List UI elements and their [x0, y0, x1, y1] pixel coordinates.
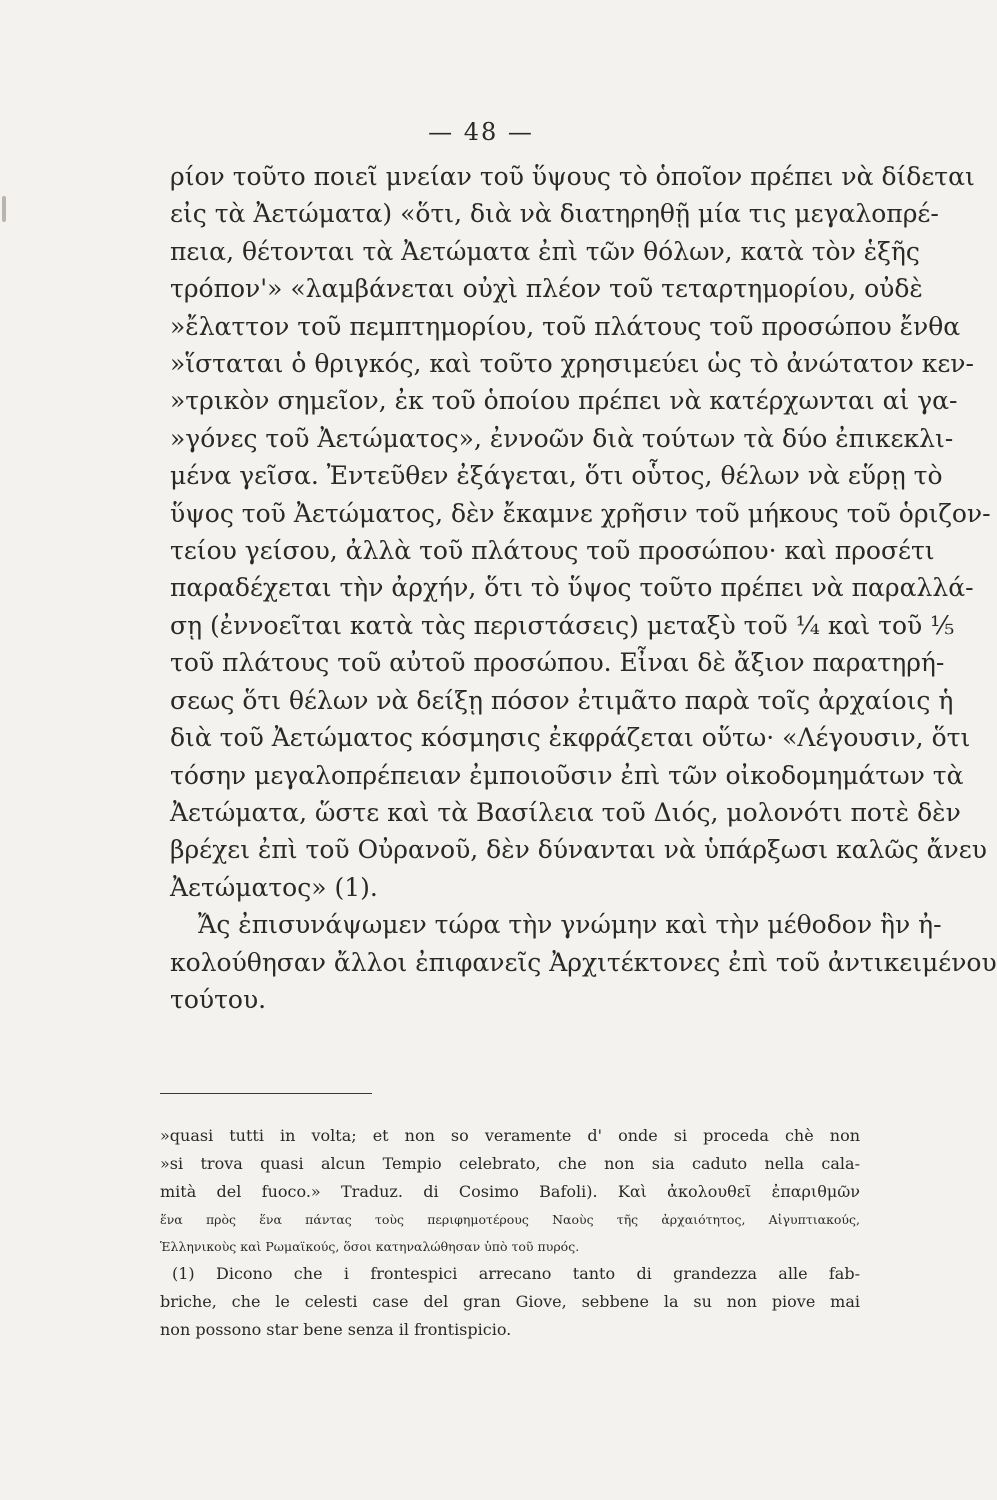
- text-line: ὕψος τοῦ Ἀετώματος, δὲν ἔκαμνε χρῆσιν τοῦ μήκους τοῦ ὁριζον-: [170, 498, 991, 528]
- text-line: παραδέχεται τὴν ἀρχήν, ὅτι τὸ ὕψος τοῦτο πρέπει νὰ παραλλά-: [170, 573, 974, 603]
- text-line: διὰ τοῦ Ἀετώματος κόσμησις ἐκφράζεται οὕτω· «Λέγουσιν, ὅτι: [170, 723, 971, 753]
- footnote-line: mità del fuoco.» Traduz. di Cosimo Bafoli). Καὶ ἀκολουθεῖ ἐπαριθμῶν: [160, 1182, 860, 1201]
- footnote-line: briche, che le celesti case del gran Giove, sebbene la su non piove mai: [160, 1292, 860, 1311]
- footnote-line: »quasi tutti in volta; et non so veramente d' onde si proceda chè non: [160, 1126, 860, 1145]
- page-number: — 48 —: [428, 118, 534, 146]
- text-line: τόσην μεγαλοπρέπειαν ἐμποιοῦσιν ἐπὶ τῶν οἰκοδομημάτων τὰ: [170, 760, 964, 790]
- text-line: τοῦ πλάτους τοῦ αὐτοῦ προσώπου. Εἶναι δὲ ἄξιον παρατηρή-: [170, 648, 945, 678]
- text-line: »ἔλαττον τοῦ πεμπτημορίου, τοῦ πλάτους τοῦ προσώπου ἔνθα: [170, 311, 961, 341]
- text-line: τρόπον'» «λαμβάνεται οὐχὶ πλέον τοῦ τεταρτημορίου, οὐδὲ: [170, 274, 923, 304]
- text-line: βρέχει ἐπὶ τοῦ Οὐρανοῦ, δὲν δύνανται νὰ ὑπάρξωσι καλῶς ἄνευ: [170, 835, 987, 865]
- footnote-line: »si trova quasi alcun Tempio celebrato, che non sia caduto nella cala-: [160, 1154, 860, 1173]
- text-line: πεια, θέτονται τὰ Ἀετώματα ἐπὶ τῶν θόλων, κατὰ τὸν ἑξῆς: [170, 236, 920, 266]
- text-line: σῃ (ἐννοεῖται κατὰ τὰς περιστάσεις) μεταξὺ τοῦ ¼ καὶ τοῦ ⅕: [170, 610, 955, 640]
- footnote-divider: [160, 1093, 372, 1094]
- margin-mark: [2, 196, 6, 222]
- text-line: Ἀετώματα, ὥστε καὶ τὰ Βασίλεια τοῦ Διός, μολονότι ποτὲ δὲν: [170, 797, 961, 827]
- text-line: »γόνες τοῦ Ἀετώματος», ἐννοῶν διὰ τούτων τὰ δύο ἐπικεκλι-: [170, 423, 954, 453]
- text-line: σεως ὅτι θέλων νὰ δείξῃ πόσον ἐτιμᾶτο παρὰ τοῖς ἀρχαίοις ἡ: [170, 685, 954, 715]
- text-line: μένα γεῖσα. Ἐντεῦθεν ἐξάγεται, ὅτι οὗτος, θέλων νὰ εὕρῃ τὸ: [170, 461, 943, 491]
- main-text-block: [170, 158, 997, 1018]
- footnote-line: (1) Dicono che i frontespici arrecano tanto di grandezza alle fab-: [172, 1264, 860, 1283]
- footnote-line: non possono star bene senza il frontispicio.: [160, 1320, 512, 1339]
- text-line: ρίον τοῦτο ποιεῖ μνείαν τοῦ ὕψους τὸ ὁποῖον πρέπει νὰ δίδεται: [170, 162, 975, 191]
- text-line: τείου γείσου, ἀλλὰ τοῦ πλάτους τοῦ προσώπου· καὶ προσέτι: [170, 536, 935, 566]
- text-line: »ἵσταται ὁ θριγκός, καὶ τοῦτο χρησιμεύει ὡς τὸ ἀνώτατον κεν-: [170, 349, 974, 379]
- footnote-line: ἕνα πρὸς ἕνα πάντας τοὺς περιφημοτέρους Ναοὺς τῆς ἀρχαιότητος, Αἰγυπτιακούς,: [160, 1212, 860, 1227]
- text-line: κολούθησαν ἄλλοι ἐπιφανεῖς Ἀρχιτέκτονες ἐπὶ τοῦ ἀντικειμένου: [170, 947, 997, 977]
- text-line: εἰς τὰ Ἀετώματα) «ὅτι, διὰ νὰ διατηρηθῇ μία τις μεγαλοπρέ-: [170, 199, 939, 229]
- text-line: »τρικὸν σημεῖον, ἐκ τοῦ ὁποίου πρέπει νὰ κατέρχωνται αἱ γα-: [170, 386, 958, 416]
- footnote-line: Ἑλληνικοὺς καὶ Ρωμαϊκούς, ὅσοι κατηναλώθησαν ὑπὸ τοῦ πυρός.: [160, 1239, 580, 1254]
- text-line: Ἄς ἐπισυνάψωμεν τώρα τὴν γνώμην καὶ τὴν μέθοδον ἣν ἠ-: [198, 910, 942, 940]
- text-line: Ἀετώματος» (1).: [170, 872, 378, 902]
- footnotes-block: [160, 1122, 860, 1344]
- text-line: τούτου.: [170, 984, 267, 1014]
